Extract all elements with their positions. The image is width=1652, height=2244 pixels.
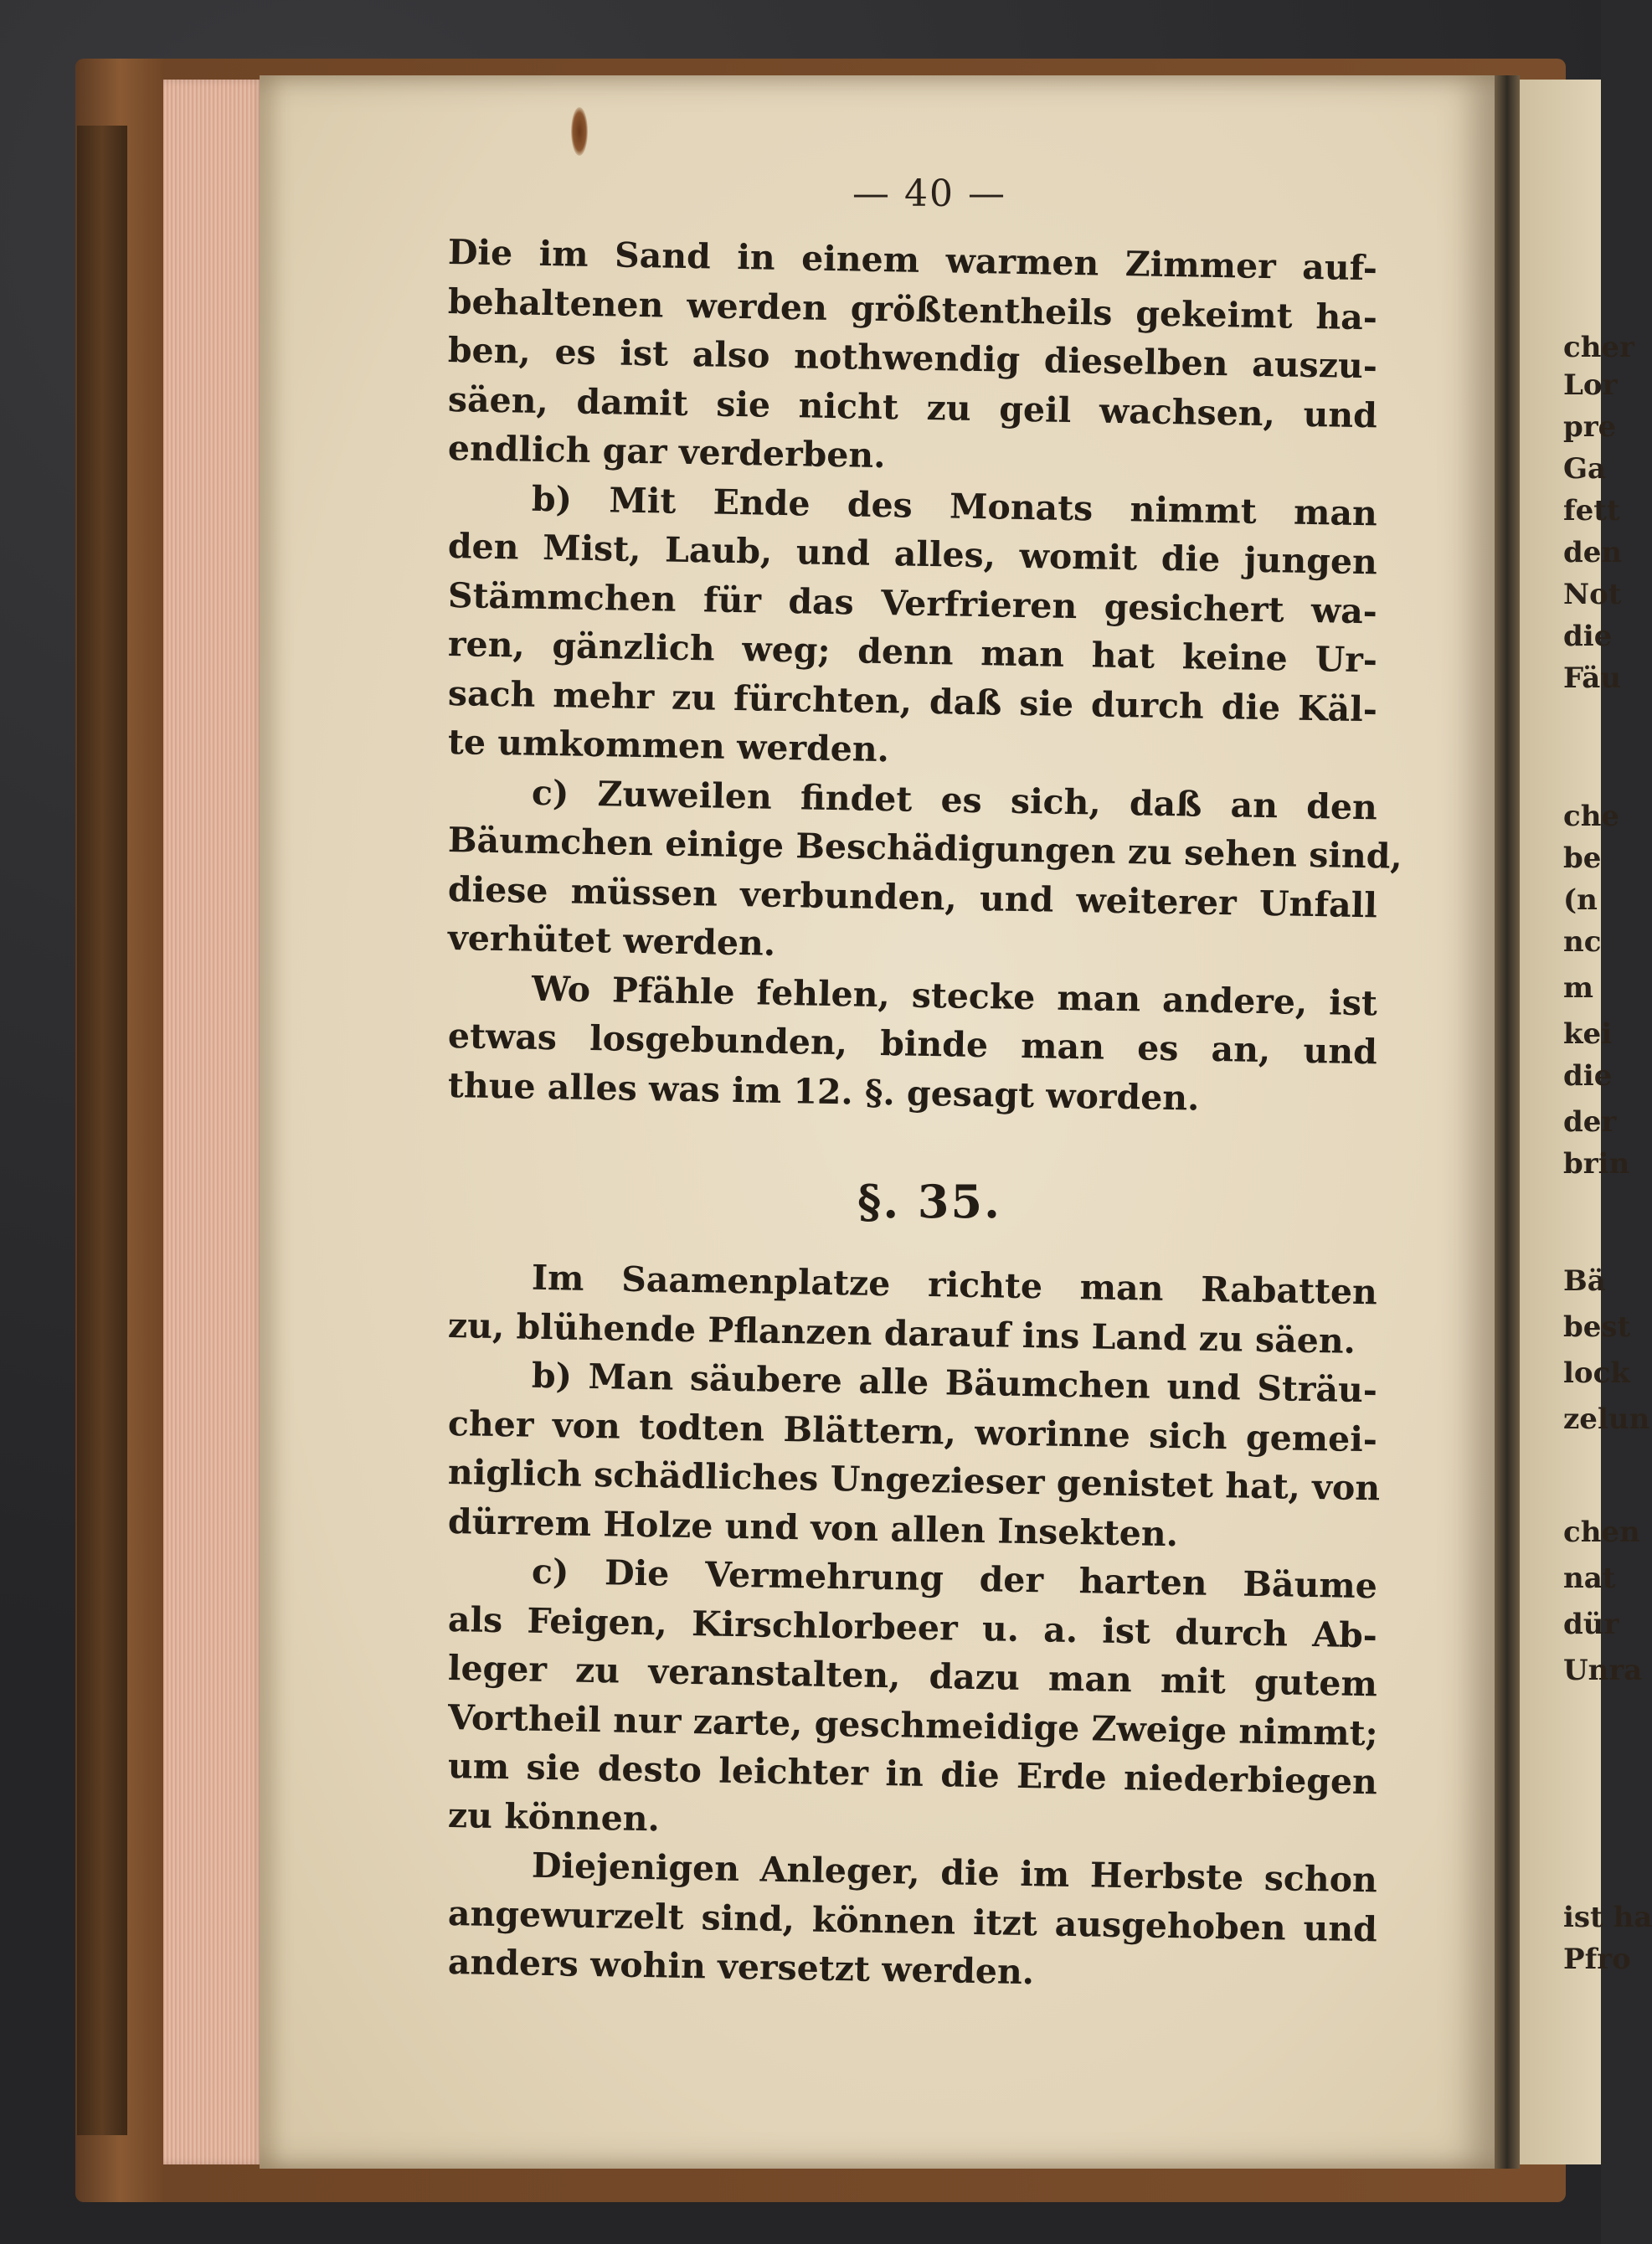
facing-page-fragment: brin xyxy=(1563,1147,1630,1181)
facing-page-fragment: Unra xyxy=(1563,1654,1643,1687)
text-line: endlich gar verderben. xyxy=(447,428,886,476)
book-spine xyxy=(77,126,127,2135)
text-line: säen, damit sie nicht zu geil wachsen, und xyxy=(447,378,1378,435)
facing-page-fragment: die xyxy=(1563,620,1613,653)
paragraph xyxy=(447,1840,1378,1993)
text-line: verhütet werden. xyxy=(447,918,776,964)
text-line: cher von todten Blättern, worinne sich gemei- xyxy=(447,1402,1378,1459)
facing-page-fragment: den xyxy=(1563,536,1623,569)
page-edges xyxy=(163,80,264,2164)
text-line: Stämmchen für das Verfrieren gesichert wa- xyxy=(447,574,1378,631)
facing-page-fragment: pre xyxy=(1563,410,1617,444)
text-line: c) Die Vermehrung der harten Bäume xyxy=(531,1551,1378,1607)
facing-page-fragment: Not xyxy=(1563,578,1622,611)
text-line: den Mist, Laub, und alles, womit die jungen xyxy=(447,526,1378,583)
text-line: leger zu veranstalten, dazu man mit gutem xyxy=(447,1648,1378,1705)
text-line: dürrem Holze und von allen Insekten. xyxy=(447,1500,1179,1554)
facing-page-fragment: kei xyxy=(1563,1017,1613,1051)
text-line: Im Saamenplatze richte man Rabatten xyxy=(531,1257,1378,1313)
paragraph xyxy=(447,1350,1381,1554)
text-line: anders wohin versetzt werden. xyxy=(447,1942,1035,1993)
facing-page-fragment: Ga xyxy=(1563,452,1607,486)
page-number: — 40 — xyxy=(852,172,1006,215)
facing-page-fragment: nat xyxy=(1563,1562,1616,1595)
text-line: etwas losgebunden, binde man es an, und xyxy=(447,1016,1378,1073)
facing-page-fragment: ist ha xyxy=(1563,1901,1652,1934)
text-line: te umkommen werden. xyxy=(447,722,890,770)
facing-page-fragment: Pfro xyxy=(1563,1943,1631,1976)
facing-page-fragment: nc xyxy=(1563,925,1602,959)
text-line: b) Man säubere alle Bäumchen und Sträu- xyxy=(531,1355,1378,1411)
text-line: Die im Sand in einem warmen Zimmer auf- xyxy=(447,232,1378,289)
paragraph xyxy=(447,1252,1378,1361)
facing-page-fragment: chen xyxy=(1563,1516,1640,1549)
facing-page-fragment: che xyxy=(1563,800,1620,833)
text-line: ben, es ist also nothwendig dieselben auszu- xyxy=(447,330,1378,387)
text-before-heading xyxy=(447,228,1403,1119)
book-gutter xyxy=(1495,75,1520,2169)
paragraph xyxy=(448,1546,1377,1840)
facing-page-fragment: Lor xyxy=(1563,368,1618,402)
section-heading: §. 35. xyxy=(857,1175,1001,1228)
text-line: um sie desto leichter in die Erde niederbiegen xyxy=(447,1746,1378,1803)
text-line: b) Mit Ende des Monats nimmt man xyxy=(531,478,1378,533)
text-line: niglich schädliches Ungezieser genistet hat, von xyxy=(447,1452,1381,1509)
facing-page-fragment: fett xyxy=(1563,494,1620,528)
facing-page-fragment: zelun xyxy=(1563,1402,1650,1436)
text-line: zu können. xyxy=(447,1794,661,1839)
facing-page-fragment: be xyxy=(1563,842,1602,875)
ink-stain xyxy=(571,107,588,156)
paragraph xyxy=(447,473,1378,770)
text-line: Diejenigen Anleger, die im Herbste schon xyxy=(531,1845,1378,1901)
text-line: zu, blühende Pflanzen darauf ins Land zu säen. xyxy=(447,1305,1356,1361)
text-line: Bäumchen einige Beschädigungen zu sehen sind, xyxy=(447,820,1403,877)
facing-page-fragment: cher xyxy=(1563,331,1634,364)
text-line: als Feigen, Kirschlorbeer u. a. ist durch Ab- xyxy=(447,1598,1378,1655)
facing-page-edge xyxy=(1520,80,1652,2164)
text-line: diese müssen verbunden, und weiterer Unfall xyxy=(447,868,1378,925)
text-line: thue alles was im 12. §. gesagt worden. xyxy=(447,1064,1200,1119)
facing-page-fragment: Bä xyxy=(1563,1264,1606,1298)
text-line: angewurzelt sind, können itzt ausgehoben und xyxy=(447,1892,1378,1949)
page-text xyxy=(447,228,1403,1993)
facing-page-fragment: Fäu xyxy=(1563,661,1622,695)
text-line: c) Zuweilen findet es sich, daß an den xyxy=(531,772,1378,827)
facing-page-fragment: dür xyxy=(1563,1608,1619,1641)
paragraph xyxy=(447,767,1403,964)
facing-page-fragment: lock xyxy=(1563,1356,1630,1390)
facing-page-fragment: die xyxy=(1563,1059,1613,1093)
text-line: behaltenen werden größtentheils gekeimt ha- xyxy=(447,280,1378,337)
text-after-heading xyxy=(447,1252,1381,1993)
text-line: Vortheil nur zarte, geschmeidige Zweige nimmt; xyxy=(447,1696,1379,1753)
facing-page-fragment: der xyxy=(1563,1105,1617,1139)
paragraph xyxy=(447,963,1378,1119)
paragraph xyxy=(447,228,1378,476)
text-line: ren, gänzlich weg; denn man hat keine Ur- xyxy=(447,624,1378,681)
facing-page-fragment: (n xyxy=(1563,883,1598,917)
facing-page-fragment: m xyxy=(1563,971,1593,1005)
text-line: sach mehr zu fürchten, daß sie durch die Käl- xyxy=(447,672,1378,729)
facing-page-fragment: best xyxy=(1563,1310,1631,1344)
text-line: Wo Pfähle fehlen, stecke man andere, ist xyxy=(531,968,1378,1023)
